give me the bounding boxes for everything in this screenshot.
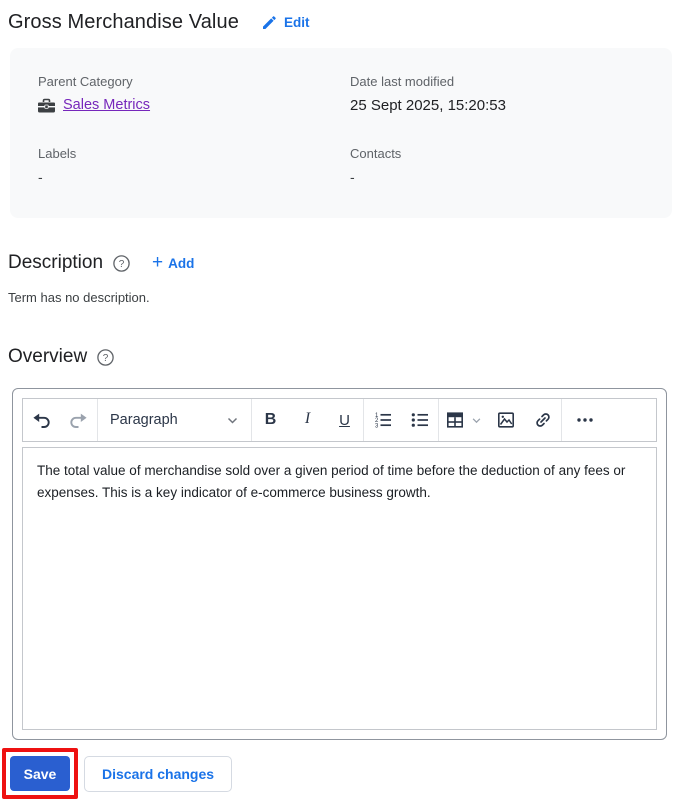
paragraph-style-label: Paragraph — [110, 412, 178, 428]
insert-image-button[interactable] — [487, 399, 524, 441]
chevron-down-icon — [226, 414, 239, 427]
description-help-icon[interactable] — [113, 255, 130, 272]
labels-value: - — [38, 169, 43, 185]
insert-link-button[interactable] — [524, 399, 561, 441]
overview-heading: Overview — [8, 346, 88, 367]
date-last-modified-field — [350, 74, 644, 146]
redo-button[interactable] — [60, 399, 97, 441]
add-description-button[interactable] — [148, 254, 198, 273]
labels-field — [38, 146, 350, 218]
title-row — [8, 11, 313, 34]
overview-editor — [12, 388, 667, 740]
parent-category-link[interactable]: Sales Metrics — [63, 97, 151, 113]
date-last-modified-label: Date last modified — [350, 74, 455, 89]
edit-button-label: Edit — [283, 15, 310, 30]
edit-button[interactable] — [257, 13, 314, 33]
svg-text:?: ? — [118, 258, 125, 270]
svg-text:2: 2 — [374, 418, 378, 425]
italic-button[interactable]: I — [289, 399, 326, 441]
redo-icon — [69, 411, 88, 430]
bulleted-list-icon — [410, 410, 430, 430]
contacts-value: - — [350, 169, 355, 185]
parent-category-label: Parent Category — [38, 74, 133, 89]
editor-toolbar — [22, 398, 657, 442]
term-metadata-panel — [10, 48, 672, 218]
category-toolbox-icon — [38, 98, 55, 113]
insert-image-icon — [496, 410, 516, 430]
chevron-down-icon — [471, 415, 482, 426]
date-last-modified-value: 25 Sept 2025, 15:20:53 — [350, 97, 506, 114]
more-options-button[interactable] — [562, 399, 608, 441]
insert-table-button[interactable] — [439, 399, 487, 441]
pencil-icon — [261, 15, 277, 31]
numbered-list-button[interactable] — [364, 399, 401, 441]
overview-editor-textarea[interactable]: The total value of merchandise sold over a given period of time before the deduction of any fees or expenses. This is a key indicator of e-commerce business growth. — [22, 447, 657, 730]
labels-label: Labels — [38, 146, 77, 161]
svg-text:3: 3 — [374, 423, 378, 430]
more-options-icon — [574, 410, 596, 430]
plus-icon: + — [152, 252, 164, 273]
svg-text:1: 1 — [374, 413, 378, 419]
description-section-header — [8, 252, 198, 274]
discard-changes-button[interactable]: Discard changes — [84, 756, 232, 792]
underline-button[interactable]: U — [326, 399, 363, 441]
table-icon — [445, 410, 465, 430]
save-button[interactable]: Save — [10, 756, 70, 791]
numbered-list-icon — [373, 410, 393, 430]
undo-button[interactable] — [23, 399, 60, 441]
link-icon — [533, 410, 553, 430]
overview-help-icon[interactable] — [97, 349, 114, 366]
annotation-highlight — [2, 748, 78, 799]
bold-button[interactable]: B — [252, 399, 289, 441]
bulleted-list-button[interactable] — [401, 399, 438, 441]
description-heading: Description — [8, 252, 104, 273]
contacts-field — [350, 146, 644, 218]
contacts-label: Contacts — [350, 146, 402, 161]
svg-text:?: ? — [102, 352, 109, 364]
undo-icon — [32, 411, 51, 430]
add-description-label: Add — [168, 255, 195, 271]
page-title: Gross Merchandise Value — [8, 11, 239, 33]
overview-section-header — [8, 346, 114, 368]
paragraph-style-dropdown[interactable] — [98, 399, 251, 441]
parent-category-field — [38, 74, 350, 146]
description-empty-text: Term has no description. — [8, 290, 150, 305]
